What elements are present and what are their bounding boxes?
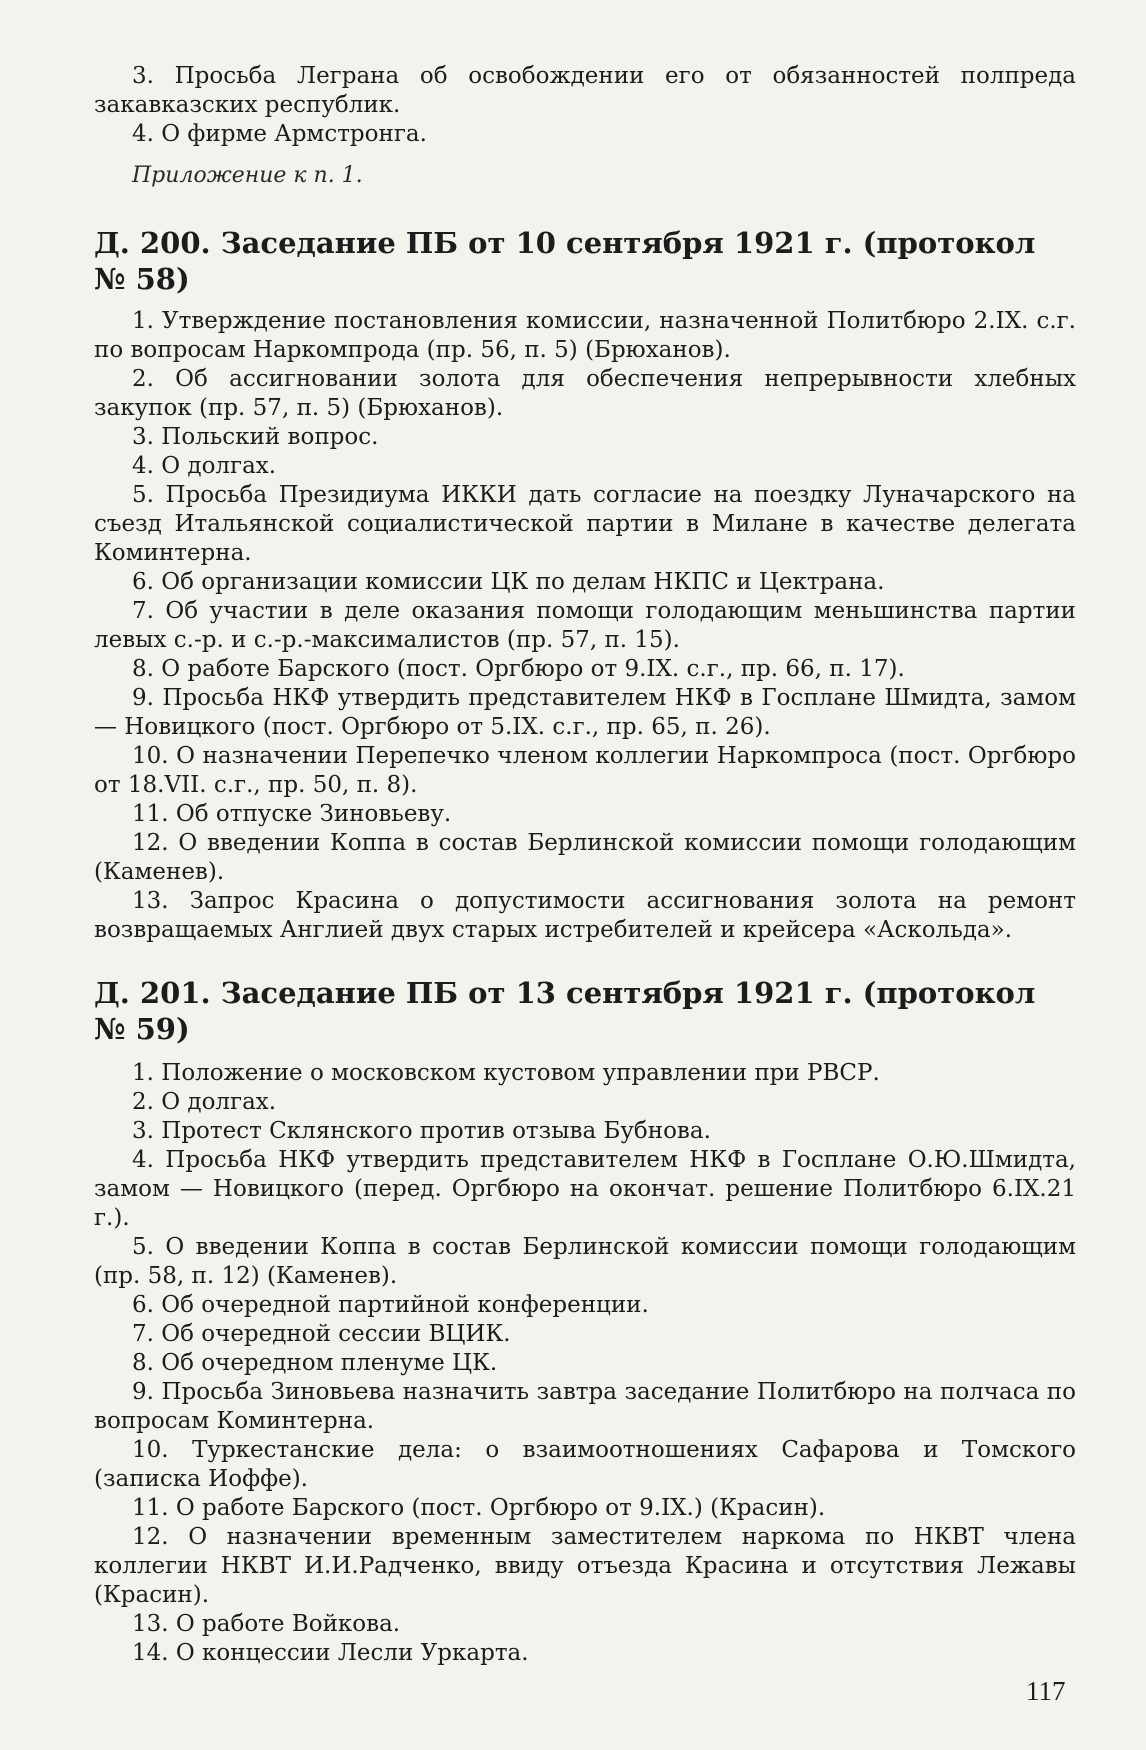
list-item: 1. Положение о московском кустовом управлении при РВСР. [132,1060,880,1086]
list-item: 6. Об организации комиссии ЦК по делам НКПС и Цектрана. [132,569,885,595]
section-items [94,1059,1076,1668]
list-item: 8. О работе Барского (пост. Оргбюро от 9.IX. с.г., пр. 66, п. 17). [132,656,905,682]
list-item: 12. О введении Коппа в состав Берлинской комиссии помощи голодающим (Каменев). [94,830,1076,885]
list-item: 13. О работе Войкова. [132,1611,401,1637]
list-item: 7. Об участии в деле оказания помощи голодающим меньшинства партии левых с.-р. и с.-р.-максималистов (пр. 57, п. 15). [94,598,1076,653]
list-item: 3. Протест Склянского против отзыва Бубнова. [132,1118,711,1144]
list-item: 9. Просьба НКФ утвердить представителем НКФ в Госплане Шмидта, замом — Новицкого (пост. Оргбюро от 5.IX. с.г., пр. 65, п. 26). [94,685,1076,740]
list-item: 3. Просьба Леграна об освобождении его от обязанностей полпреда закавказских республик. [94,63,1076,118]
list-item: 9. Просьба Зиновьева назначить завтра заседание Политбюро на полчаса по вопросам Коминтерна. [94,1379,1076,1434]
list-item: 6. Об очередной партийной конференции. [132,1292,649,1318]
section-items [94,307,1076,945]
list-item: 4. Просьба НКФ утвердить представителем НКФ в Госплане О.Ю.Шмидта, замом — Новицкого (перед. Оргбюро на окончат. решение Политбюро 6.IX.21 г.). [94,1147,1076,1231]
list-item: 1. Утверждение постановления комиссии, назначенной Политбюро 2.IX. с.г. по вопросам Наркомпрода (пр. 56, п. 5) (Брюханов). [94,308,1076,363]
page-number: 117 [1026,1676,1066,1706]
list-item: 7. Об очередной сессии ВЦИК. [132,1321,511,1347]
section-201 [94,975,1076,1668]
list-item: 10. Туркестанские дела: о взаимоотношениях Сафарова и Томского (записка Иоффе). [94,1437,1076,1492]
list-item: 10. О назначении Перепечко членом коллегии Наркомпроса (пост. Оргбюро от 18.VII. с.г., пр. 50, п. 8). [94,743,1076,798]
section-heading: Д. 200. Заседание ПБ от 10 сентября 1921 г. (протокол № 58) [94,226,1036,296]
list-item: 2. О долгах. [132,1089,277,1115]
top-items-block [94,62,1076,188]
list-item: 13. Запрос Красина о допустимости ассигнования золота на ремонт возвращаемых Англией двух старых истребителей и крейсера «Аскольда». [94,888,1076,943]
list-item: 2. Об ассигновании золота для обеспечения непрерывности хлебных закупок (пр. 57, п. 5) (Брюханов). [94,366,1076,421]
list-item: 4. О долгах. [132,453,277,479]
list-item: 5. О введении Коппа в состав Берлинской комиссии помощи голодающим (пр. 58, п. 12) (Каменев). [94,1234,1076,1289]
list-item: 5. Просьба Президиума ИККИ дать согласие на поездку Луначарского на съезд Итальянской социалистической партии в Милане в качестве делегата Коминтерна. [94,482,1076,566]
list-item: 8. Об очередном пленуме ЦК. [132,1350,498,1376]
list-item: 14. О концессии Лесли Уркарта. [132,1640,529,1666]
appendix-note: Приложение к п. 1. [132,163,363,188]
list-item: 11. Об отпуске Зиновьеву. [132,801,452,827]
list-item: 12. О назначении временным заместителем наркома по НКВТ члена коллегии НКВТ И.И.Радченко, ввиду отъезда Красина и отсутствия Лежавы (Красин). [94,1524,1076,1608]
list-item: 4. О фирме Армстронга. [132,121,427,147]
list-item: 3. Польский вопрос. [132,424,379,450]
list-item: 11. О работе Барского (пост. Оргбюро от 9.IX.) (Красин). [132,1495,826,1521]
section-heading: Д. 201. Заседание ПБ от 13 сентября 1921 г. (протокол № 59) [94,976,1036,1046]
section-200 [94,225,1076,945]
